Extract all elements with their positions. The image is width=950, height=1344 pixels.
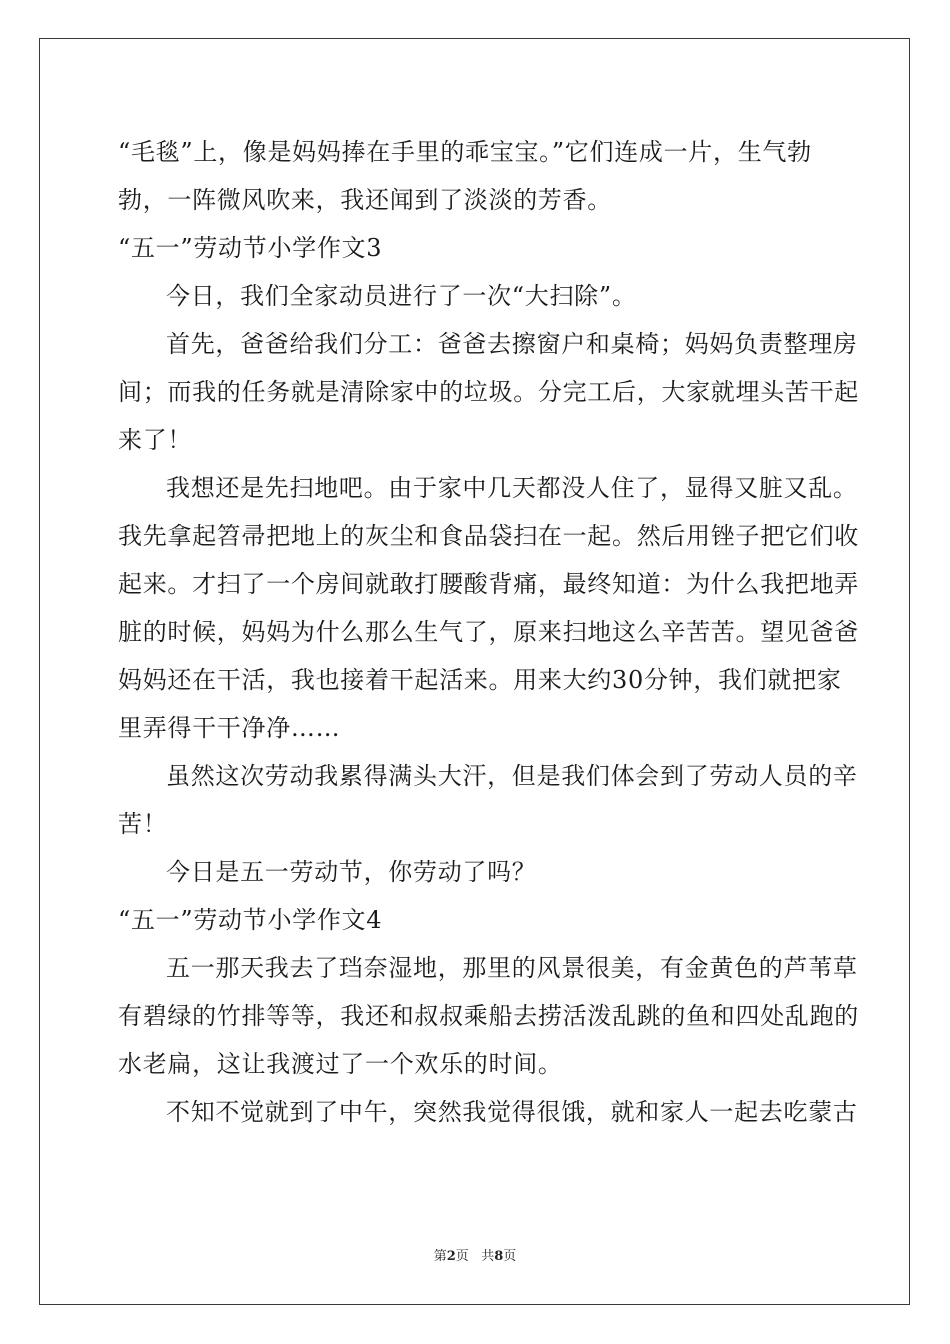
text-line: 起来。才扫了一个房间就敢打腰酸背痛，最终知道：为什么我把地弄	[118, 570, 859, 598]
paragraph	[118, 464, 859, 752]
footer-total-suffix: 页	[503, 1249, 517, 1264]
paragraph	[118, 1088, 858, 1136]
paragraph	[118, 944, 859, 1088]
section-heading	[118, 896, 834, 944]
footer-total-prefix: 共	[481, 1249, 495, 1264]
total-pages: 8	[494, 1249, 504, 1264]
text-line: 妈妈还在干活，我也接着干起活来。用来大约30分钟，我们就把家	[118, 666, 842, 694]
text-line: 苦！	[118, 810, 168, 838]
paragraph	[118, 848, 834, 896]
current-page-number: 2	[446, 1249, 456, 1264]
page-footer	[0, 1245, 950, 1264]
text-line: 虽然这次劳动我累得满头大汗，但是我们体会到了劳动人员的辛	[166, 762, 858, 790]
heading-text: “五一”劳动节小学作文4	[118, 906, 383, 934]
text-line: 五一那天我去了珰奈湿地，那里的风景很美，有金黄色的芦苇草	[166, 954, 858, 982]
footer-prefix: 第	[433, 1249, 447, 1264]
text-line: 勃，一阵微风吹来，我还闻到了淡淡的芳香。	[118, 186, 612, 214]
text-line: 今日是五一劳动节，你劳动了吗？	[166, 858, 537, 886]
text-line: 今日，我们全家动员进行了一次“大扫除”。	[166, 282, 637, 310]
paragraph	[118, 320, 859, 464]
footer-page-suffix: 页	[455, 1249, 469, 1264]
text-line: 我先拿起笤帚把地上的灰尘和食品袋扫在一起。然后用锉子把它们收	[118, 522, 859, 550]
text-line: 不知不觉就到了中午，突然我觉得很饿，就和家人一起去吃蒙古	[166, 1098, 858, 1126]
heading-text: “五一”劳动节小学作文3	[118, 234, 383, 262]
section-heading	[118, 224, 834, 272]
text-line: 首先，爸爸给我们分工：爸爸去擦窗户和桌椅；妈妈负责整理房	[166, 330, 858, 358]
text-line: 来了！	[118, 426, 193, 454]
paragraph	[118, 272, 834, 320]
paragraph	[118, 752, 858, 848]
document-body	[118, 128, 859, 1136]
paragraph	[118, 128, 834, 224]
text-line: 有碧绿的竹排等等，我还和叔叔乘船去捞活泼乱跳的鱼和四处乱跑的	[118, 1002, 859, 1030]
text-line: 水老扁，这让我渡过了一个欢乐的时间。	[118, 1050, 563, 1078]
text-line: 里弄得干干净净……	[118, 714, 341, 742]
text-line: “毛毯”上，像是妈妈捧在手里的乖宝宝。”它们连成一片，生气勃	[118, 138, 812, 166]
text-line: 间；而我的任务就是清除家中的垃圾。分完工后，大家就埋头苦干起	[118, 378, 859, 406]
text-line: 我想还是先扫地吧。由于家中几天都没人住了，显得又脏又乱。	[166, 474, 858, 502]
text-line: 脏的时候，妈妈为什么那么生气了，原来扫地这么辛苦苦。望见爸爸	[118, 618, 859, 646]
